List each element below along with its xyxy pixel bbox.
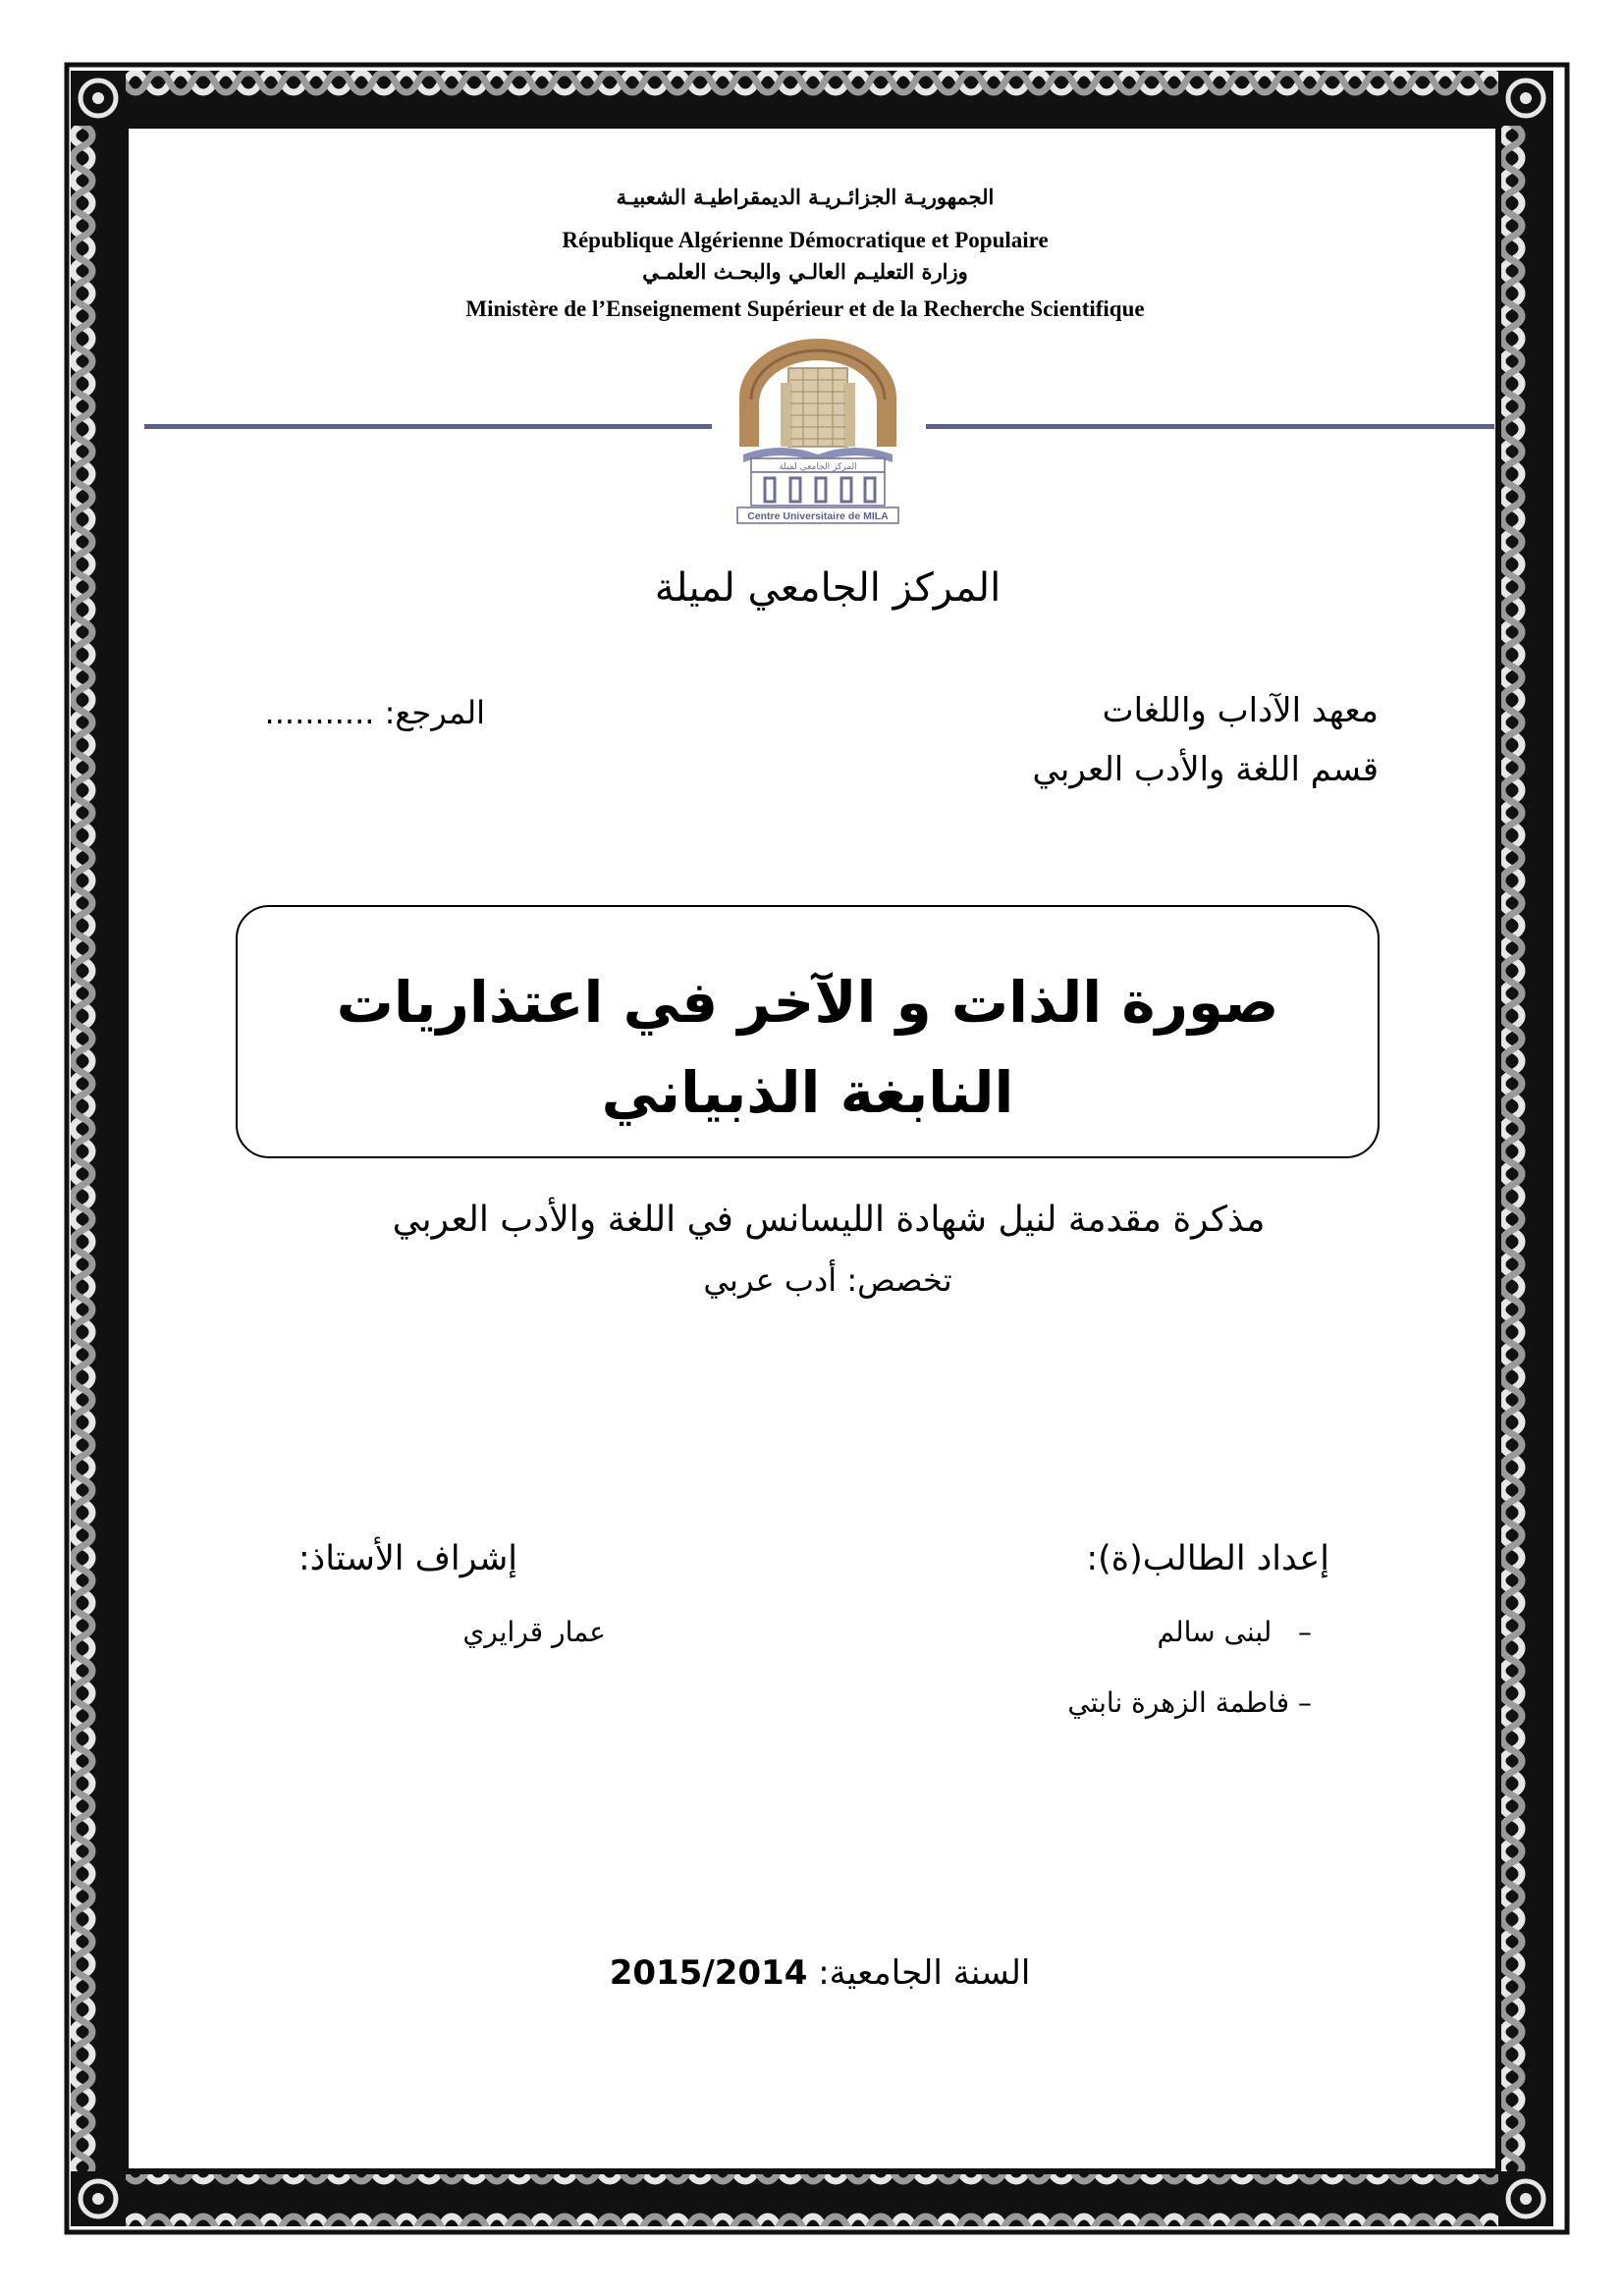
university-logo bbox=[730, 339, 906, 525]
degree-statement: مذكرة مقدمة لنيل شهادة الليسانس في اللغة والأدب العربي bbox=[392, 1200, 1266, 1240]
corner-ornament-bottom-left bbox=[71, 2171, 126, 2226]
logo-caption: Centre Universitaire de MILA bbox=[747, 510, 889, 522]
institute-name: معهد الآداب واللغات bbox=[1102, 691, 1379, 730]
corner-ornament-top-left bbox=[71, 71, 126, 126]
header-rule-left bbox=[144, 424, 712, 429]
reference-label: المرجع: ........... bbox=[264, 694, 485, 731]
logo-banner-text: المركز الجامعي لميلة bbox=[779, 462, 857, 472]
supervisor-name: عمار قرايري bbox=[462, 1616, 606, 1648]
academic-year-label: السنة الجامعية: bbox=[818, 1953, 1031, 1993]
student-item bbox=[1067, 1686, 1312, 1719]
corner-ornament-bottom-right bbox=[1498, 2171, 1553, 2226]
header-rule-right bbox=[926, 424, 1494, 429]
ministry-french: Ministère de l’Enseignement Supérieur et de la Recherche Scientifique bbox=[465, 296, 1145, 321]
students-label: إعداد الطالب(ة): bbox=[1086, 1539, 1329, 1578]
republic-french: République Algérienne Démocratique et Populaire bbox=[562, 228, 1049, 252]
supervisor-label: إشراف الأستاذ: bbox=[298, 1539, 517, 1578]
student-name-1: لبنى سالم bbox=[1157, 1616, 1272, 1648]
thesis-title bbox=[236, 957, 1380, 1138]
list-dash: – bbox=[1289, 1686, 1312, 1719]
specialty: تخصص: أدب عربي bbox=[703, 1261, 952, 1299]
thesis-title-line-1: صورة الذات و الآخر في اعتذاريات bbox=[336, 969, 1279, 1036]
academic-year-value: 2015/2014 bbox=[609, 1953, 808, 1993]
university-center-name: المركز الجامعي لميلة bbox=[654, 565, 1001, 611]
republic-arabic: الجمهوريـة الجزائـريـة الديمقراطيـة الشعبيـة bbox=[616, 185, 995, 209]
academic-year bbox=[8, 1953, 1624, 1993]
ministry-arabic: وزارة التعليـم العالـي والبحـث العلمـي bbox=[642, 259, 968, 284]
student-item bbox=[1157, 1616, 1312, 1648]
corner-ornament-top-right bbox=[1498, 71, 1553, 126]
thesis-title-line-2: النابغة الذبياني bbox=[601, 1059, 1014, 1126]
list-dash: – bbox=[1272, 1616, 1312, 1648]
student-name-2: فاطمة الزهرة نابتي bbox=[1067, 1686, 1290, 1719]
department-name: قسم اللغة والأدب العربي bbox=[1032, 750, 1379, 789]
